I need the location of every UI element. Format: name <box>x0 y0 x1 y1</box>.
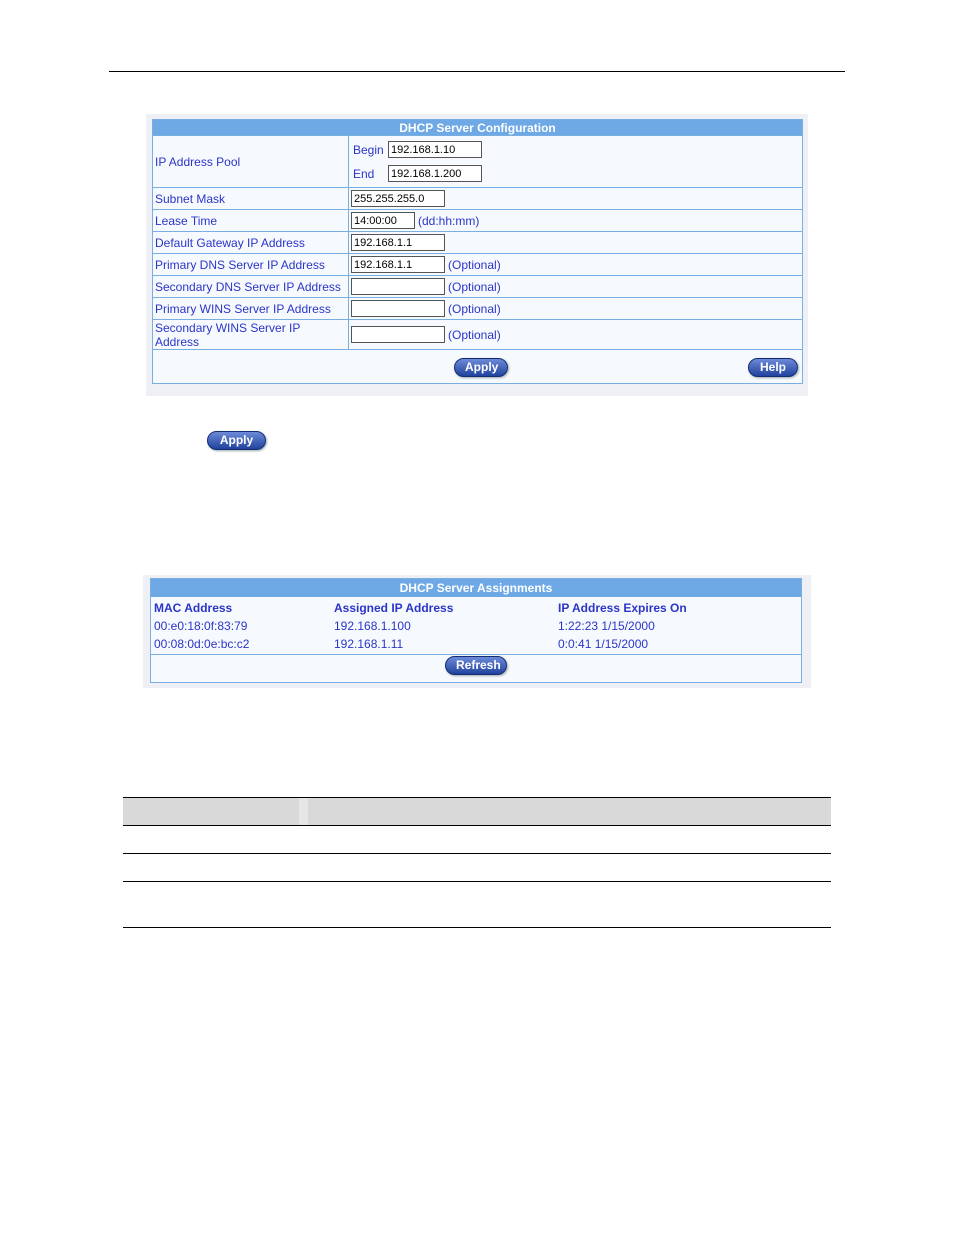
wins1-hint: (Optional) <box>448 301 501 316</box>
gateway-input[interactable] <box>351 234 445 251</box>
pool-begin-input[interactable] <box>388 141 482 158</box>
dns2-input[interactable] <box>351 278 445 295</box>
wins2-input[interactable] <box>351 326 445 343</box>
pool-label: IP Address Pool <box>153 136 349 188</box>
col-header-expires: IP Address Expires On <box>558 601 687 615</box>
wins1-label: Primary WINS Server IP Address <box>153 298 349 320</box>
wins2-hint: (Optional) <box>448 327 501 342</box>
refresh-button[interactable]: Refresh <box>445 656 507 675</box>
row1-mac: 00:e0:18:0f:83:79 <box>154 619 248 633</box>
col-header-ip: Assigned IP Address <box>334 601 454 615</box>
dns2-label: Secondary DNS Server IP Address <box>153 276 349 298</box>
apply-button-illustration[interactable]: Apply <box>207 431 266 450</box>
lease-hint: (dd:hh:mm) <box>418 213 480 228</box>
lease-label: Lease Time <box>153 210 349 232</box>
dns1-label: Primary DNS Server IP Address <box>153 254 349 276</box>
row2-mac: 00:08:0d:0e:bc:c2 <box>154 637 250 651</box>
pool-begin-label: Begin <box>353 142 384 157</box>
subnet-input[interactable] <box>351 190 445 207</box>
ruled-table-rule-3 <box>123 927 831 928</box>
page-top-rule <box>109 71 845 72</box>
col-header-mac: MAC Address <box>154 601 233 615</box>
config-title: DHCP Server Configuration <box>153 120 803 136</box>
dhcp-config-table <box>152 119 803 384</box>
dns2-hint: (Optional) <box>448 279 501 294</box>
wins2-label: Secondary WINS Server IP Address <box>153 320 349 350</box>
ruled-table-rule-2 <box>123 881 831 882</box>
dns1-input[interactable] <box>351 256 445 273</box>
pool-begin-line <box>351 138 800 162</box>
row1-ip: 192.168.1.100 <box>334 619 411 633</box>
dns1-hint: (Optional) <box>448 257 501 272</box>
assignments-title: DHCP Server Assignments <box>151 579 801 597</box>
ruled-table-header-divider <box>299 798 308 825</box>
subnet-label: Subnet Mask <box>153 188 349 210</box>
gateway-label: Default Gateway IP Address <box>153 232 349 254</box>
assignments-separator <box>151 654 801 655</box>
pool-end-line <box>351 162 800 186</box>
pool-end-input[interactable] <box>388 165 482 182</box>
lease-input[interactable] <box>351 212 415 229</box>
help-button[interactable]: Help <box>748 358 798 377</box>
row2-ip: 192.168.1.11 <box>334 637 404 651</box>
row2-expires: 0:0:41 1/15/2000 <box>558 637 649 651</box>
apply-button[interactable]: Apply <box>454 358 508 377</box>
row1-expires: 1:22:23 1/15/2000 <box>558 619 655 633</box>
pool-end-label: End <box>353 166 375 181</box>
ruled-table-header <box>123 797 831 826</box>
wins1-input[interactable] <box>351 300 445 317</box>
ruled-table-rule-1 <box>123 853 831 854</box>
